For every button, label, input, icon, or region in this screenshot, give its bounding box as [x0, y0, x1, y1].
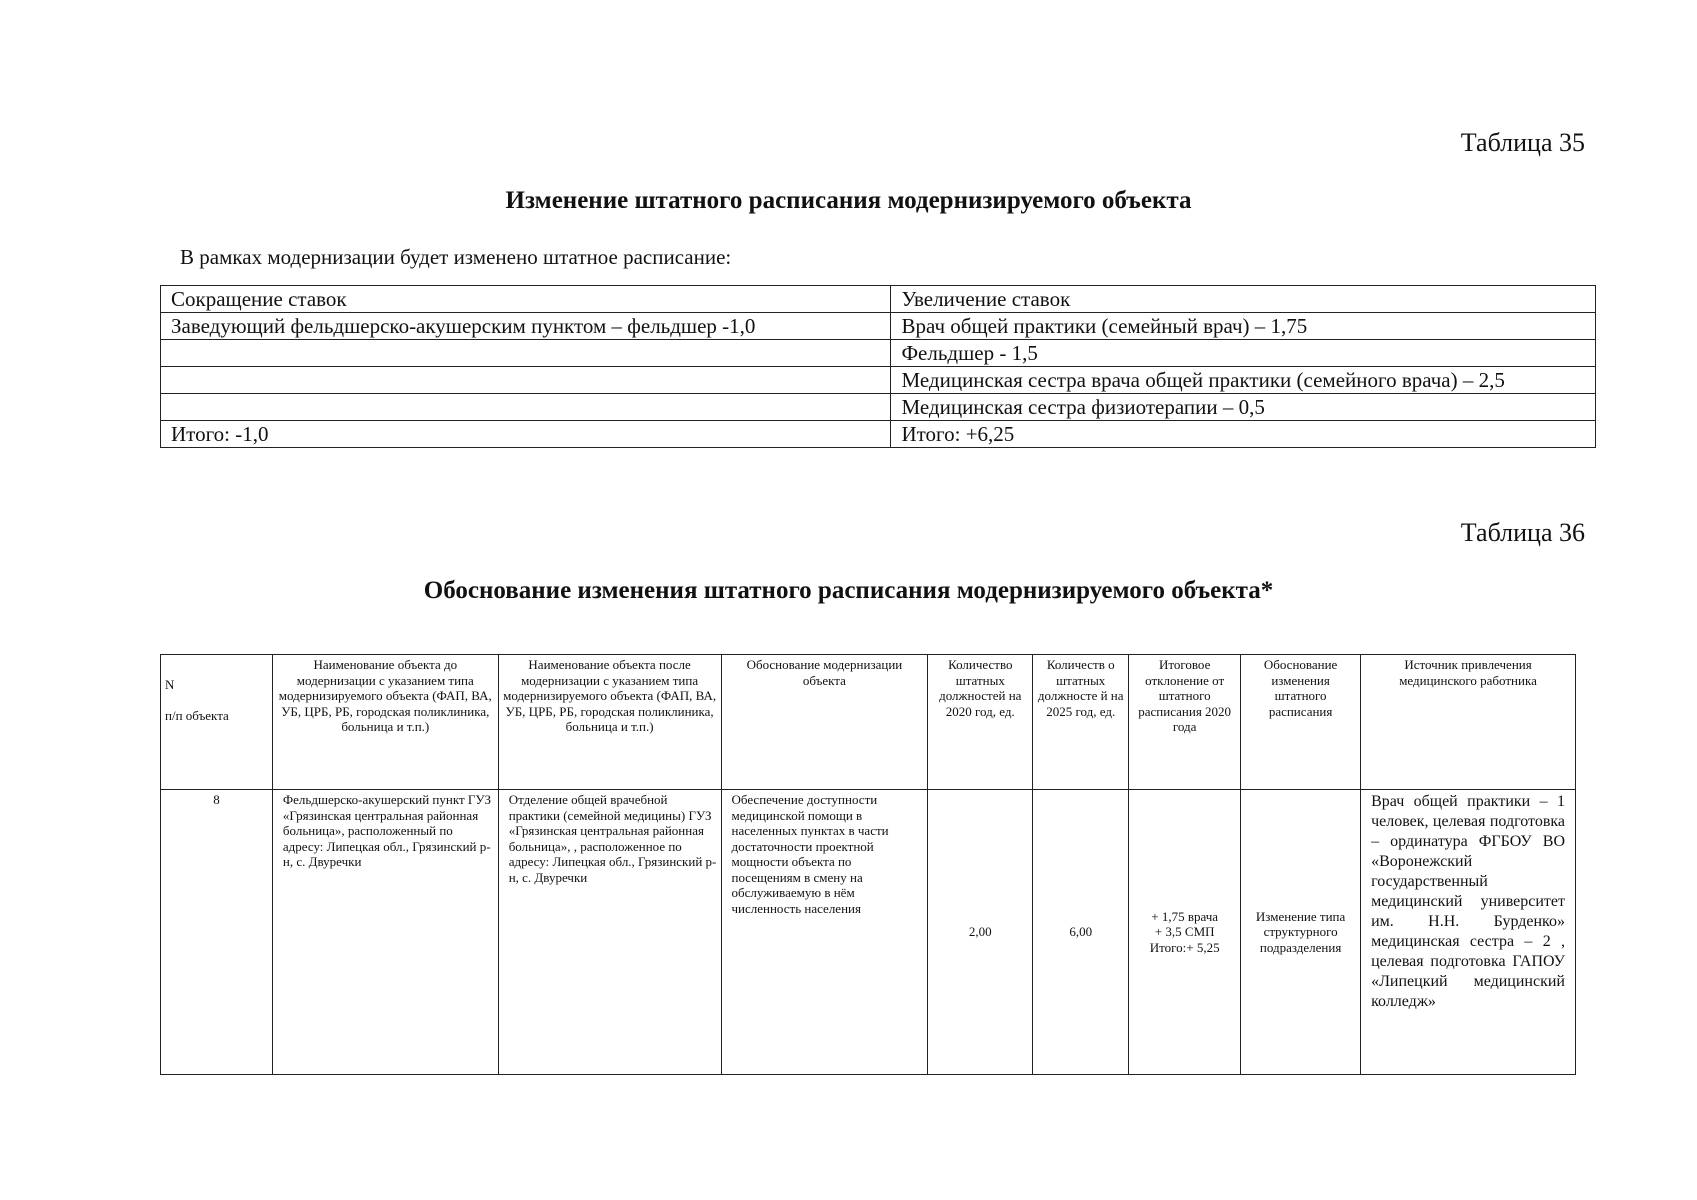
- row-before: Фельдшерско-акушерский пункт ГУЗ «Грязинская центральная районная больница», расположенный по адресу: Липецкая обл., Грязинский р-н, с. Двуречки: [272, 790, 498, 1075]
- header-increase: Увеличение ставок: [891, 286, 1596, 313]
- table-header-row: [161, 286, 1596, 313]
- header-before: Наименование объекта до модернизации с указанием типа модернизируемого объекта (ФАП, ВА, УБ, ЦРБ, РБ, городская поликлиника, больница и т.п.): [272, 655, 498, 790]
- header-count-2025: Количеств о штатных должносте й на 2025 год, ед.: [1033, 655, 1129, 790]
- reduction-cell: [161, 340, 891, 367]
- table35-intro: В рамках модернизации будет изменено штатное расписание:: [180, 245, 732, 269]
- header-count-2020: Количество штатных должностей на 2020 год, ед.: [928, 655, 1033, 790]
- row-after: Отделение общей врачебной практики (семейной медицины) ГУЗ «Грязинская центральная районная больница», , расположенное по адресу: Липецкая обл., Грязинский р-н, с. Двуречки: [498, 790, 721, 1075]
- table36-title: Обоснование изменения штатного расписания модернизируемого объекта*: [423, 577, 1274, 604]
- row-source: Врач общей практики – 1 человек, целевая подготовка – ординатура ФГБОУ ВО «Воронежский государственный медицинский университет им. Н.Н. Бурденко» медицинская сестра – 2 , целевая подготовка ГАПОУ «Липецкий медицинский колледж»: [1361, 790, 1576, 1075]
- table35-title: Изменение штатного расписания модернизируемого объекта: [505, 187, 1192, 214]
- header-reduction: Сокращение ставок: [161, 286, 891, 313]
- header-justification: Обоснование модернизации объекта: [721, 655, 928, 790]
- increase-cell: Медицинская сестра врача общей практики (семейного врача) – 2,5: [891, 367, 1596, 394]
- row-num: 8: [161, 790, 273, 1075]
- row-deviation: + 1,75 врача + 3,5 СМП Итого:+ 5,25: [1129, 790, 1241, 1075]
- reduction-cell: [161, 367, 891, 394]
- table-header-row: [161, 655, 1576, 790]
- table-row: [161, 367, 1596, 394]
- increase-cell: Медицинская сестра физиотерапии – 0,5: [891, 394, 1596, 421]
- header-after: Наименование объекта после модернизации с указанием типа модернизируемого объекта (ФАП, ВА, УБ, ЦРБ, РБ, городская поликлиника, больница и т.п.): [498, 655, 721, 790]
- header-num: N п/п объекта: [161, 655, 273, 790]
- table-row: [161, 394, 1596, 421]
- table35-label: Таблица 35: [1460, 128, 1585, 157]
- staffing-justification-table: [160, 654, 1576, 1075]
- increase-cell: Врач общей практики (семейный врач) – 1,75: [891, 313, 1596, 340]
- row-justification: Обеспечение доступности медицинской помощи в населенных пунктах в части достаточности проектной мощности объекта по посещениям в смену на обслуживаемую в нём численность населения: [721, 790, 928, 1075]
- increase-cell: Фельдшер - 1,5: [891, 340, 1596, 367]
- table-row: [161, 340, 1596, 367]
- increase-total: Итого: +6,25: [891, 421, 1596, 448]
- reduction-total: Итого: -1,0: [161, 421, 891, 448]
- header-source: Источник привлечения медицинского работника: [1361, 655, 1576, 790]
- header-deviation: Итоговое отклонение от штатного расписания 2020 года: [1129, 655, 1241, 790]
- staffing-change-table: [160, 285, 1596, 448]
- table36-label: Таблица 36: [1460, 518, 1585, 547]
- row-change-reason: Изменение типа структурного подразделения: [1241, 790, 1361, 1075]
- header-change-reason: Обоснование изменения штатного расписания: [1241, 655, 1361, 790]
- reduction-cell: Заведующий фельдшерско-акушерским пунктом – фельдшер -1,0: [161, 313, 891, 340]
- row-count-2025: 6,00: [1033, 790, 1129, 1075]
- row-count-2020: 2,00: [928, 790, 1033, 1075]
- table-row: [161, 790, 1576, 1075]
- reduction-cell: [161, 394, 891, 421]
- table-total-row: [161, 421, 1596, 448]
- table-row: [161, 313, 1596, 340]
